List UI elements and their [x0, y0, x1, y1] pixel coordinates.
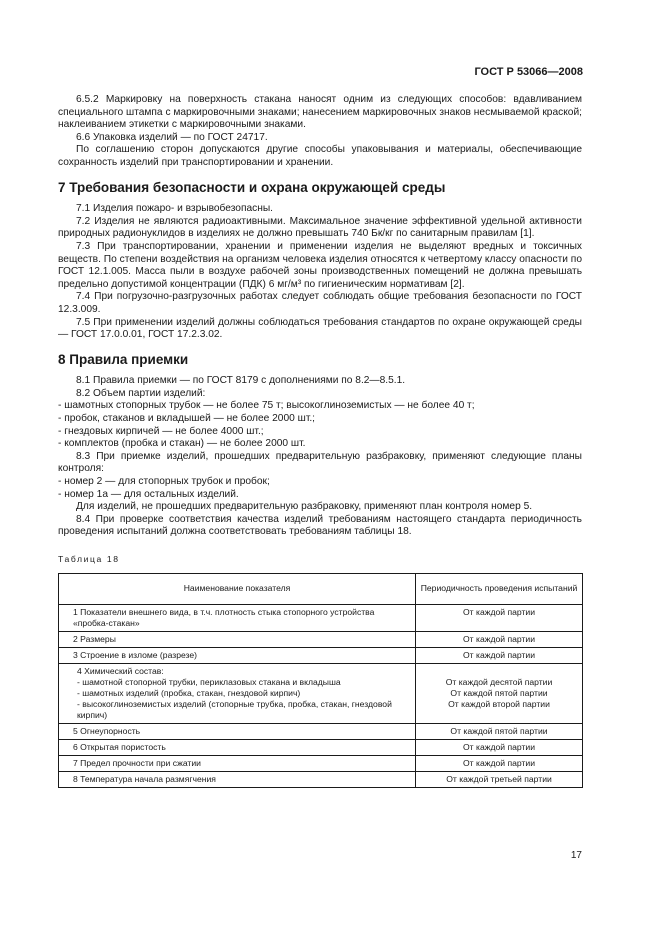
table-row [59, 663, 583, 723]
table-row [59, 631, 583, 647]
list-item: - комплектов (пробка и стакан) — не более 2000 шт. [58, 438, 306, 450]
paragraph-7-3: 7.3 При транспортировании, хранении и применении изделия не выделяют вредных и токсичных веществ. По степени воздействия на организм человека изделия относятся к четвертому классу опасности по ГОСТ 12.1.005. Масса пыли в воздухе рабочей зоны производственных помещений не должна превышать предельно допустимой концентрации (ПДК) 6 мг/м³ по гигиеническим нормативам [2]. [58, 240, 582, 290]
list-item: - номер 1а — для остальных изделий. [58, 488, 239, 500]
paragraph-8-1: 8.1 Правила приемки — по ГОСТ 8179 с дополнениями по 8.2—8.5.1. [76, 375, 406, 387]
paragraph-8-4: 8.4 При проверке соответствия качества изделий требованиям настоящего стандарта периодичность проведения испытаний должна соответствовать требованиям таблицы 18. [58, 513, 582, 538]
chemical-composition-item: - шамотных изделий (пробка, стакан, гнездовой кирпич) [77, 687, 301, 698]
page-content [58, 94, 582, 788]
paragraph-7-5: 7.5 При применении изделий должны соблюдаться требования стандартов по охране окружающей среды — ГОСТ 17.0.0.01, ГОСТ 17.2.3.02. [58, 316, 582, 341]
paragraph-7-2: 7.2 Изделия не являются радиоактивными. Максимальное значение эффективной удельной активности природных радионуклидов в изделиях не должно превышать 740 Бк/кг по санитарным правилам [1]. [58, 215, 582, 240]
table-row [59, 771, 583, 787]
section-8-title: 8 Правила приемки [58, 351, 189, 367]
indicator-name: 8 Температура начала размягчения [59, 771, 416, 787]
test-frequency: От каждой партии [416, 647, 583, 663]
table-row [59, 739, 583, 755]
spacer [420, 666, 578, 677]
test-frequency: От каждой третьей партии [416, 771, 583, 787]
indicator-name: 3 Строение в изломе (разрезе) [59, 647, 416, 663]
list-item: - пробок, стаканов и вкладышей — не более 2000 шт.; [58, 413, 316, 425]
test-frequency: От каждой партии [416, 755, 583, 771]
indicator-name: 5 Огнеупорность [59, 723, 416, 739]
paragraph-control-plan-5: Для изделий, не прошедших предварительную разбраковку, применяют план контроля номер 5. [76, 501, 533, 513]
chemical-composition-item: - шамотной стопорной трубки, периклазовых стакана и вкладыша [77, 676, 341, 687]
test-frequency [416, 663, 583, 723]
indicator-name: 2 Размеры [59, 631, 416, 647]
paragraph-7-1: 7.1 Изделия пожаро- и взрывобезопасны. [76, 203, 273, 215]
list-item: - номер 2 — для стопорных трубок и пробок; [58, 476, 270, 488]
document-code: ГОСТ Р 53066—2008 [474, 66, 583, 78]
paragraph-8-2: 8.2 Объем партии изделий: [76, 387, 206, 399]
page-number: 17 [570, 850, 582, 861]
paragraph-7-4: 7.4 При погрузочно-разгрузочных работах следует соблюдать общие требования безопасности по ГОСТ 12.3.009. [58, 291, 582, 315]
list-item: - гнездовых кирпичей — не более 4000 шт.; [58, 425, 264, 437]
test-frequency: От каждой партии [416, 631, 583, 647]
indicator-name: 7 Предел прочности при сжатии [59, 755, 416, 771]
table-row [59, 604, 583, 631]
indicator-name: 1 Показатели внешнего вида, в т.ч. плотность стыка стопорного устройства «пробка-стакан» [59, 604, 416, 631]
test-frequency: От каждой партии [416, 739, 583, 755]
paragraph-6-6: 6.6 Упаковка изделий — по ГОСТ 24717. [76, 131, 268, 143]
table-row [59, 755, 583, 771]
indicator-name [59, 663, 416, 723]
chemical-composition-item: - высокоглиноземистых изделий (стопорные трубка, пробка, стакан, гнездовой кирпич) [77, 698, 392, 720]
table-header-row [59, 573, 583, 604]
chemical-composition-title: 4 Химический состав: [77, 665, 164, 676]
column-header-name: Наименование показателя [59, 573, 416, 604]
table-caption: Таблица 18 [58, 554, 120, 564]
indicator-name: 6 Открытая пористость [59, 739, 416, 755]
test-frequency: От каждой партии [416, 604, 583, 631]
frequency-item: От каждой второй партии [448, 698, 550, 709]
section-7-title: 7 Требования безопасности и охрана окружающей среды [58, 179, 446, 195]
table-row [59, 723, 583, 739]
column-header-frequency: Периодичность проведения испытаний [416, 573, 583, 604]
frequency-item: От каждой пятой партии [450, 687, 548, 698]
list-item: - шамотных стопорных трубок — не более 75 т; высокоглиноземистых — не более 40 т; [58, 400, 475, 412]
frequency-item: От каждой десятой партии [445, 676, 553, 687]
test-frequency: От каждой пятой партии [416, 723, 583, 739]
paragraph-packaging-agreement: По соглашению сторон допускаются другие способы упаковывания и материалы, обеспечивающие сохранность изделий при транспортировании и хранении. [58, 144, 582, 168]
paragraph-6-5-2: 6.5.2 Маркировку на поверхность стакана наносят одним из следующих способов: вдавливанием специального штампа с маркировочными знаками; нанесением маркировочных знаков несмываемой краской; наклеиванием этикетки с маркировочными знаками. [58, 94, 582, 131]
table-row [59, 647, 583, 663]
table-18 [58, 573, 583, 788]
paragraph-8-3: 8.3 При приемке изделий, прошедших предварительную разбраковку, применяют следующие планы контроля: [58, 450, 582, 475]
